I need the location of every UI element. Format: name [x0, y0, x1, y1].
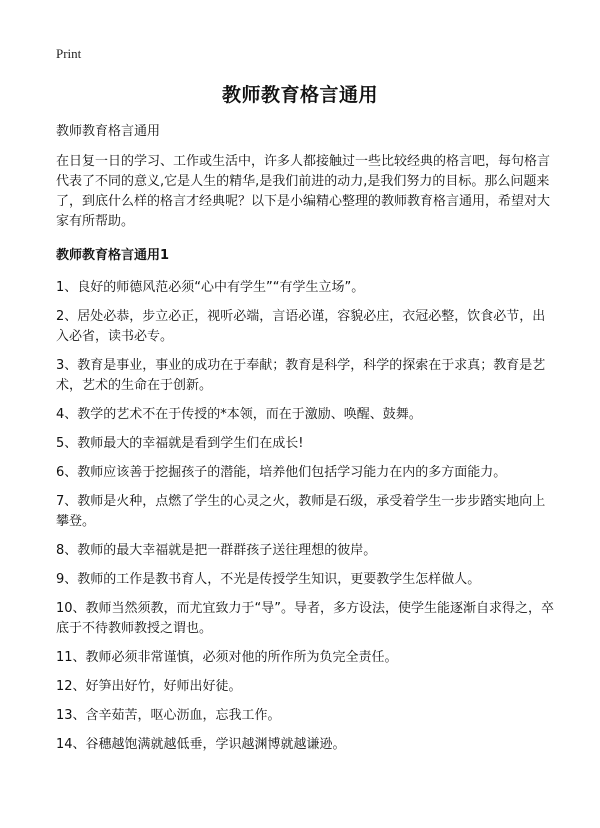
document-subtitle: 教师教育格言通用	[56, 124, 161, 139]
list-item: 7、教师是火种，点燃了学生的心灵之火，教师是石级，承受着学生一步步踏实地向上攀登。	[56, 494, 546, 529]
list-item: 3、教育是事业，事业的成功在于奉献；教育是科学，科学的探索在于求真；教育是艺术，艺术的生命在于创新。	[56, 358, 546, 393]
list-item: 4、教学的艺术不在于传授的*本领，而在于激励、唤醒、鼓舞。	[56, 407, 422, 422]
list-item: 6、教师应该善于挖掘孩子的潜能，培养他们包括学习能力在内的多方面能力。	[56, 465, 507, 480]
intro-paragraph: 在日复一日的学习、工作或生活中，许多人都接触过一些比较经典的格言吧，每句格言代表了不同的意义,它是人生的精华,是我们前进的动力,是我们努力的目标。那么问题来了，到底什么样的格言才经典呢？以下是小编精心整理的教师教育格言通用，希望对大家有所帮助。	[56, 154, 551, 229]
list-item: 2、居处必恭，步立必正，视听必端，言语必谨，容貌必庄，衣冠必整，饮食必节，出入必省，读书必专。	[56, 309, 546, 344]
list-item: 14、谷穗越饱满就越低垂，学识越渊博就越谦逊。	[56, 737, 346, 752]
section-heading: 教师教育格言通用1	[56, 248, 170, 263]
print-label[interactable]: Print	[56, 46, 82, 61]
document-title: 教师教育格言通用	[221, 84, 378, 106]
list-item: 1、良好的师德风范必须“心中有学生”“有学生立场”。	[56, 280, 365, 295]
list-item: 12、好笋出好竹，好师出好徒。	[56, 679, 242, 694]
document-content	[56, 122, 556, 764]
list-item: 13、含辛茹苦，呕心沥血，忘我工作。	[56, 708, 281, 723]
list-item: 5、教师最大的幸福就是看到学生们在成长!	[56, 436, 304, 451]
list-item: 9、教师的工作是教书育人，不光是传授学生知识，更要教学生怎样做人。	[56, 572, 481, 587]
list-item: 11、教师必须非常谨慎，必须对他的所作所为负完全责任。	[56, 650, 398, 665]
list-item: 8、教师的最大幸福就是把一群群孩子送往理想的彼岸。	[56, 543, 377, 558]
list-item: 10、教师当然须教，而尤宜致力于“导”。导者，多方设法，使学生能逐渐自求得之，卒底于不待教师教授之谓也。	[56, 601, 555, 636]
